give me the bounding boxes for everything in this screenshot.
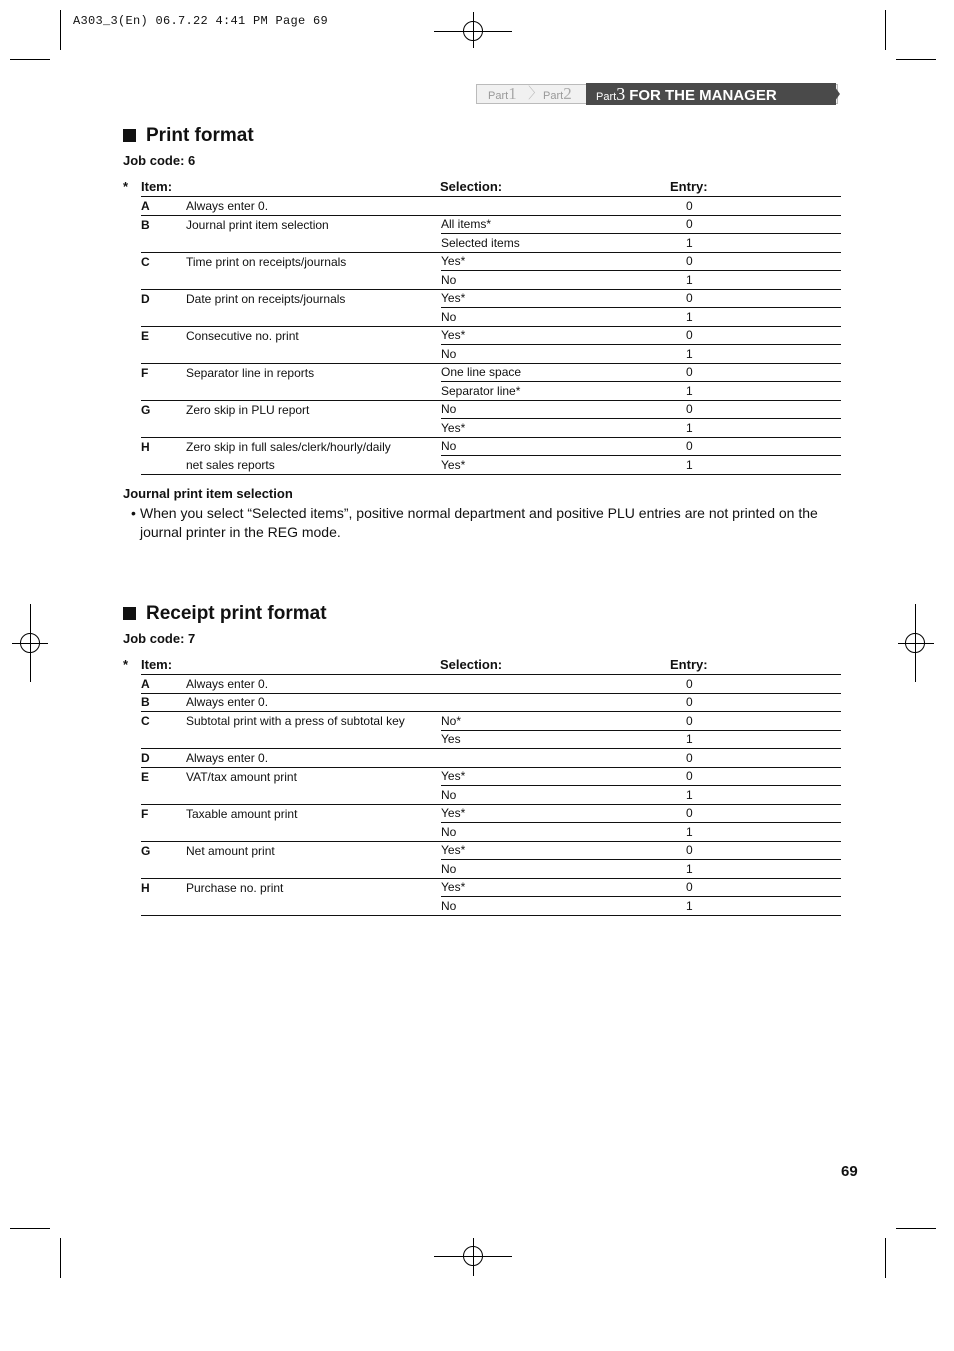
item-key [141,234,186,253]
receipt-format-heading: Receipt print format [123,603,327,625]
item-key: G [141,843,151,858]
arrow-tip-icon [832,83,840,105]
table-row [141,400,841,419]
selection-value: Yes* [441,843,466,858]
item-key: A [141,675,186,694]
item-key [141,345,186,364]
item-key [141,786,186,805]
receipt-format-job-code: Job code: 7 [123,631,196,646]
selection-value: No [441,271,656,290]
table-row [141,252,841,271]
item-description [186,308,441,327]
item-key: B [141,693,186,712]
print-format-table-header: * Item: Selection: Entry: [123,179,708,194]
table-row [141,308,841,327]
entry-value: 0 [686,365,693,380]
selection-value: Yes* [441,328,466,343]
entry-value: 1 [656,456,841,475]
selection-value: Yes* [441,291,466,306]
entry-value: 1 [656,382,841,401]
item-description: Separator line in reports [186,365,315,380]
entry-value: 0 [656,197,841,216]
entry-value: 1 [656,308,841,327]
item-description: Always enter 0. [186,197,441,216]
entry-value: 1 [656,823,841,842]
table-row [141,215,841,234]
entry-value: 0 [686,291,693,306]
square-bullet-icon [123,129,136,142]
crop-mark [885,1238,886,1278]
item-description: net sales reports [186,456,441,475]
selection-value [441,749,656,768]
journal-note-heading: Journal print item selection [123,486,293,501]
item-description: Taxable amount print [186,806,298,821]
table-row [141,804,841,823]
entry-value: 1 [656,234,841,253]
entry-value: 0 [686,254,693,269]
crop-mark [10,1228,50,1229]
item-description: Purchase no. print [186,880,284,895]
item-description: Subtotal print with a press of subtotal key [186,714,405,728]
entry-value: 0 [686,806,693,821]
selection-value: No [441,823,656,842]
table-row [141,860,841,879]
crop-mark [60,1238,61,1278]
selection-value: Yes* [441,769,466,784]
entry-value: 1 [656,730,841,749]
item-key: E [141,769,150,784]
print-format-table [141,196,841,475]
entry-value: 0 [686,328,693,343]
item-description [186,730,441,749]
selection-value: Yes* [441,456,656,475]
selection-value: One line space [441,365,522,380]
selection-value: No [441,402,457,417]
item-description [186,345,441,364]
selection-value: No [441,897,656,916]
entry-value: 0 [686,402,693,417]
part-navigation-banner [476,83,840,105]
selection-value: Yes* [441,806,466,821]
selection-value [441,675,656,694]
item-key: D [141,291,150,306]
item-description [186,271,441,290]
item-key [141,730,186,749]
entry-value: 1 [656,419,841,438]
crop-mark [885,10,886,50]
part2-tab: Part2 [543,84,572,103]
selection-value [441,693,656,712]
entry-value: 0 [686,843,693,858]
crop-mark [896,59,936,60]
crop-mark [10,59,50,60]
selection-value: Separator line* [441,382,656,401]
item-key [141,382,186,401]
item-description [186,419,441,438]
selection-value: No [441,308,656,327]
entry-value: 0 [656,749,841,768]
selection-value: No [441,860,656,879]
item-key: H [141,880,150,895]
item-key [141,897,186,916]
entry-value: 0 [686,217,693,232]
item-description [186,234,441,253]
selection-value: No [441,786,656,805]
table-row [141,693,841,712]
table-row [141,786,841,805]
item-description: Always enter 0. [186,693,441,712]
item-key [141,860,186,879]
item-description [186,382,441,401]
item-description: Always enter 0. [186,749,441,768]
table-row [141,730,841,749]
selection-value: Yes [441,730,656,749]
table-row [141,382,841,401]
receipt-format-table [141,674,841,916]
item-description: Time print on receipts/journals [186,254,347,269]
item-key: B [141,217,150,232]
table-row [141,841,841,860]
item-key [141,456,186,475]
item-description: Consecutive no. print [186,328,299,343]
item-key [141,419,186,438]
table-row [141,675,841,694]
selection-value: Yes* [441,254,466,269]
receipt-format-table-header: * Item: Selection: Entry: [123,657,708,672]
item-description: Date print on receipts/journals [186,291,346,306]
item-key: F [141,365,149,380]
item-description: Zero skip in full sales/clerk/hourly/daily [186,439,391,454]
item-description: VAT/tax amount print [186,769,297,784]
table-row [141,767,841,786]
item-description: Always enter 0. [186,675,441,694]
square-bullet-icon [123,607,136,620]
item-key: A [141,197,186,216]
selection-value: Yes* [441,419,656,438]
entry-value: 1 [656,345,841,364]
entry-value: 0 [686,713,693,728]
item-description [186,897,441,916]
entry-value: 1 [656,860,841,879]
item-key: C [141,254,150,269]
table-row [141,363,841,382]
selection-value [441,197,656,216]
item-key: E [141,328,150,343]
item-key: H [141,439,150,454]
item-key [141,271,186,290]
journal-note-text: • When you select “Selected items”, positive normal department and positive PLU entries are not printed on the journal printer in the REG mode. [131,505,818,540]
entry-value: 0 [686,439,693,454]
table-row [141,749,841,768]
item-description: Journal print item selection [186,217,329,232]
table-row [141,437,841,456]
table-row [141,823,841,842]
item-key [141,308,186,327]
page-number: 69 [841,1163,858,1180]
chevron-right-icon: 〉 [528,85,544,102]
entry-value: 0 [686,880,693,895]
table-row [141,712,841,731]
table-row [141,897,841,916]
item-key [141,823,186,842]
selection-value: No [441,345,656,364]
table-row [141,197,841,216]
entry-value: 1 [656,786,841,805]
item-description: Net amount print [186,843,275,858]
crop-mark [60,10,61,50]
selection-value: Yes* [441,880,466,895]
printer-slug: A303_3(En) 06.7.22 4:41 PM Page 69 [73,14,329,28]
selection-value: No* [441,713,462,728]
table-row [141,345,841,364]
table-row [141,234,841,253]
item-key: D [141,749,186,768]
part1-tab: Part1 [488,84,517,103]
item-description: Zero skip in PLU report [186,402,310,417]
table-row [141,456,841,475]
entry-value: 0 [656,693,841,712]
table-row [141,419,841,438]
item-key: G [141,402,151,417]
table-row [141,289,841,308]
selection-value: No [441,439,457,454]
table-row [141,878,841,897]
table-row [141,271,841,290]
entry-value: 0 [656,675,841,694]
entry-value: 0 [686,769,693,784]
item-key: F [141,806,149,821]
print-format-heading: Print format [123,125,254,147]
print-format-job-code: Job code: 6 [123,153,196,168]
entry-value: 1 [656,897,841,916]
part3-tab: Part3 FOR THE MANAGER [586,83,836,105]
item-key: C [141,714,150,728]
table-row [141,326,841,345]
item-description [186,786,441,805]
item-description [186,823,441,842]
item-description [186,860,441,879]
crop-mark [896,1228,936,1229]
selection-value: All items* [441,217,492,232]
selection-value: Selected items [441,234,656,253]
entry-value: 1 [656,271,841,290]
